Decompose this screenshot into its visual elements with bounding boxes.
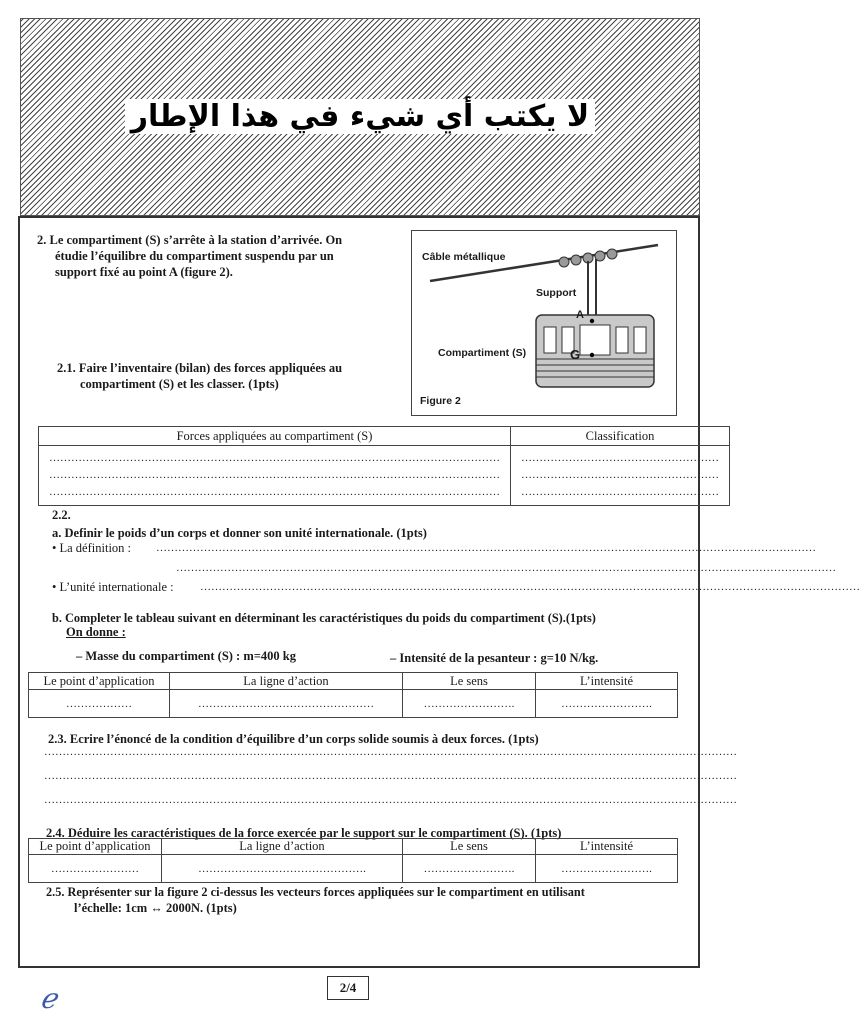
unit-label: • L’unité internationale : [52,580,174,594]
t2-header-line: La ligne d’action [170,673,403,690]
q23-text: 2.3. Ecrire l’énoncé de la condition d’équilibre d’un corps solide soumis à deux forces. (1pts) [48,732,539,746]
t3-header-sens: Le sens [403,839,536,855]
weight-table [28,672,678,718]
q22-a: a. Definir le poids d’un corps et donner son unité internationale. (1pts) [52,526,427,540]
t2-cell-line[interactable]: ………………………………………… [170,690,403,718]
q23-dots-2[interactable]: ……………………………………………………………………………………………………………………………………………………………………… [44,770,737,782]
q2-intro-line3: support fixé au point A (figure 2). [55,265,233,279]
t3-cell-sens[interactable]: ……………………. [403,855,536,883]
q22-b: b. Completer le tableau suivant en déterminant les caractéristiques du poids du compartiment (S).(1pts) [52,611,596,625]
q22-label: 2.2. [52,508,71,522]
t3-cell-point[interactable]: …………………… [29,855,162,883]
unit-dots[interactable]: ……………………………………………………………………………………………………………………………………………………………… [200,581,860,593]
forces-header: Forces appliquées au compartiment (S) [39,427,511,446]
t3-cell-intensity[interactable]: ……………………. [536,855,678,883]
forces-table [38,426,730,506]
q25-line2: l’échelle: 1cm ↔ 2000N. (1pts) [74,901,237,915]
support-force-table [28,838,678,883]
mass-given: – Masse du compartiment (S) : m=400 kg [76,649,296,663]
t2-header-intensity: L’intensité [536,673,678,690]
figure-caption: Figure 2 [420,395,461,407]
t2-cell-intensity[interactable]: ……………………. [536,690,678,718]
banner-text: لا يكتب أي شيء في هذا الإطار [125,99,596,134]
t3-header-line: La ligne d’action [162,839,403,855]
q21-line1: 2.1. Faire l’inventaire (bilan) des forces appliquées au [57,361,343,375]
point-a-label: A [576,309,584,321]
cable-label: Câble métallique [422,251,506,263]
definition-dots-1[interactable]: ……………………………………………………………………………………………………………………………………………………………… [156,542,816,554]
q2-intro-line2: étudie l’équilibre du compartiment suspendu par un [55,249,334,263]
support-label: Support [536,287,577,299]
compartment-label: Compartiment (S) [438,347,527,359]
definition-dots-2[interactable]: ……………………………………………………………………………………………………………………………………………………………… [176,562,836,574]
figure-2 [411,230,677,416]
forces-dots-1[interactable]: …………………………………………………………………………………………………………… [49,452,500,464]
t2-cell-sens[interactable]: ……………………. [403,690,536,718]
signature-mark: ℯ [40,982,57,1015]
q2-intro-line1: 2. Le compartiment (S) s’arrête à la station d’arrivée. On [37,233,343,247]
definition-label: • La définition : [52,541,132,555]
forces-dots-3[interactable]: …………………………………………………………………………………………………………… [49,486,500,498]
class-dots-2[interactable]: ……………………………………………… [521,469,719,481]
page-number: 2/4 [327,976,369,1000]
t3-cell-line[interactable]: ………………………………………. [162,855,403,883]
classification-header: Classification [511,427,730,446]
point-g-label: G [570,347,581,362]
on-donne: On donne : [66,625,126,639]
q21-line2: compartiment (S) et les classer. (1pts) [80,377,279,391]
t3-header-intensity: L’intensité [536,839,678,855]
t2-header-point: Le point d’application [29,673,170,690]
q23-dots-1[interactable]: ……………………………………………………………………………………………………………………………………………………………………… [44,746,737,758]
q23-dots-3[interactable]: ……………………………………………………………………………………………………………………………………………………………………… [44,794,737,806]
q24-text: 2.4. Déduire les caractéristiques de la force exercée par le support sur le compartiment (S). (1pts) [46,826,562,840]
t2-cell-point[interactable]: ……………… [29,690,170,718]
gravity-given: – Intensité de la pesanteur : g=10 N/kg. [390,651,599,665]
do-not-write-banner [20,18,700,216]
t3-header-point: Le point d’application [29,839,162,855]
class-dots-1[interactable]: ……………………………………………… [521,452,719,464]
t2-header-sens: Le sens [403,673,536,690]
class-dots-3[interactable]: ……………………………………………… [521,486,719,498]
forces-dots-2[interactable]: …………………………………………………………………………………………………………… [49,469,500,481]
q25-line1: 2.5. Représenter sur la figure 2 ci-dessus les vecteurs forces appliquées sur le compartiment en utilisant [46,885,585,899]
